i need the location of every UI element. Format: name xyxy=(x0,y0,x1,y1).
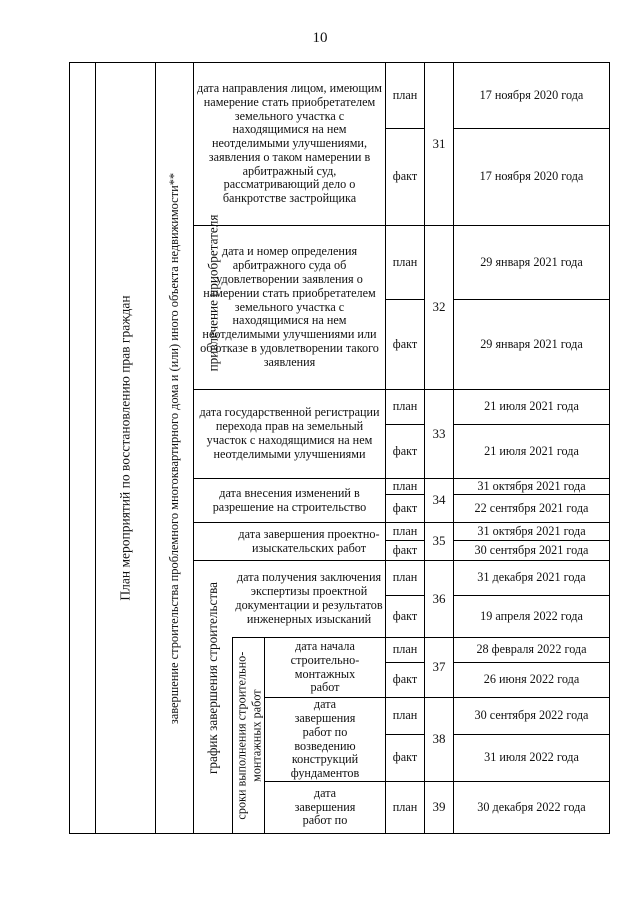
fact-date: 22 сентября 2021 года xyxy=(474,500,589,515)
plan-label: план xyxy=(392,642,418,657)
fact-label: факт xyxy=(392,542,418,557)
row-number: 34 xyxy=(432,492,446,508)
schedule-vertical-label: график завершения строительства xyxy=(205,581,220,775)
row-number: 39 xyxy=(432,799,446,815)
plan-date: 31 октября 2021 года xyxy=(477,478,586,493)
row-description: дата завершения проектно-изыскательских работ xyxy=(238,526,380,555)
plan-date: 17 ноября 2020 года xyxy=(479,87,584,102)
row-number: 38 xyxy=(432,731,446,747)
fact-date: 21 июля 2021 года xyxy=(484,443,579,458)
plan-date: 28 февраля 2022 года xyxy=(476,642,587,657)
plan-label: план xyxy=(392,478,418,493)
fact-label: факт xyxy=(392,608,418,623)
fact-date: 30 сентября 2021 года xyxy=(474,542,589,557)
row-description: дата внесения изменений в разрешение на строительство xyxy=(212,485,367,514)
row-number: 31 xyxy=(432,135,446,151)
deadlines-vertical-label: сроки выполнения строительно- монтажных работ xyxy=(233,651,263,820)
plan-vertical-label: План мероприятий по восстановлению прав граждан xyxy=(117,295,133,601)
plan-date: 21 июля 2021 года xyxy=(484,399,579,414)
row-description: дата государственной регистрации перехода прав на земельный участок с находящимися на нем неотделимыми улучшениями xyxy=(199,405,380,461)
fact-date: 19 апреля 2022 года xyxy=(480,608,583,623)
plan-label: план xyxy=(392,523,418,538)
row-description: дата завершения работ по xyxy=(294,785,356,828)
plan-date: 29 января 2021 года xyxy=(480,254,583,269)
plan-date: 31 октября 2021 года xyxy=(477,523,586,538)
plan-date: 30 декабря 2022 года xyxy=(477,799,586,814)
plan-label: план xyxy=(392,254,418,269)
row-description: дата завершения работ по возведению конструкций фундаментов xyxy=(290,697,360,781)
row-number: 32 xyxy=(432,299,446,315)
row-number: 37 xyxy=(432,659,446,675)
plan-label: план xyxy=(392,399,418,414)
row-description: дата и номер определения арбитражного суда об удовлетворении заявления о намерении стать приобретателем земельного участка с находящимися на нем неотделимыми улучшениями или об отказе в удовлетворении такого заявления xyxy=(200,244,379,369)
completion-vertical-label: завершение строительства проблемного многоквартирного дома и (или) иного объекта недвижимости** xyxy=(167,172,181,724)
fact-date: 29 января 2021 года xyxy=(480,336,583,351)
plan-label: план xyxy=(392,708,418,723)
plan-label: план xyxy=(392,570,418,585)
fact-label: факт xyxy=(392,336,418,351)
fact-label: факт xyxy=(392,443,418,458)
fact-label: факт xyxy=(392,750,418,765)
plan-label: план xyxy=(392,799,418,814)
row-number: 33 xyxy=(432,425,446,441)
row-description: дата получения заключения экспертизы проектной документации и результатов инженерных изысканий xyxy=(235,570,383,626)
row-description: дата начала строительно-монтажных работ xyxy=(290,638,360,695)
plan-label: план xyxy=(392,87,418,102)
row-description: дата направления лицом, имеющим намерение стать приобретателем земельного участка с находящимися на нем неотделимыми улучшениями, заявления о таком намерении в арбитражный суд, рассматривающий дело о банкротстве застройщика xyxy=(197,80,382,206)
plan-date: 30 сентября 2022 года xyxy=(474,708,589,723)
fact-label: факт xyxy=(392,672,418,687)
attraction-vertical-label: привлечение приобретателя xyxy=(205,214,220,371)
fact-date: 17 ноября 2020 года xyxy=(479,169,584,184)
row-number: 36 xyxy=(432,590,446,606)
fact-date: 26 июня 2022 года xyxy=(483,672,580,687)
fact-date: 31 июля 2022 года xyxy=(484,750,579,765)
fact-label: факт xyxy=(392,500,418,515)
plan-date: 31 декабря 2021 года xyxy=(477,570,586,585)
fact-label: факт xyxy=(392,169,418,184)
page-number: 10 xyxy=(312,30,328,46)
row-number: 35 xyxy=(432,533,446,549)
